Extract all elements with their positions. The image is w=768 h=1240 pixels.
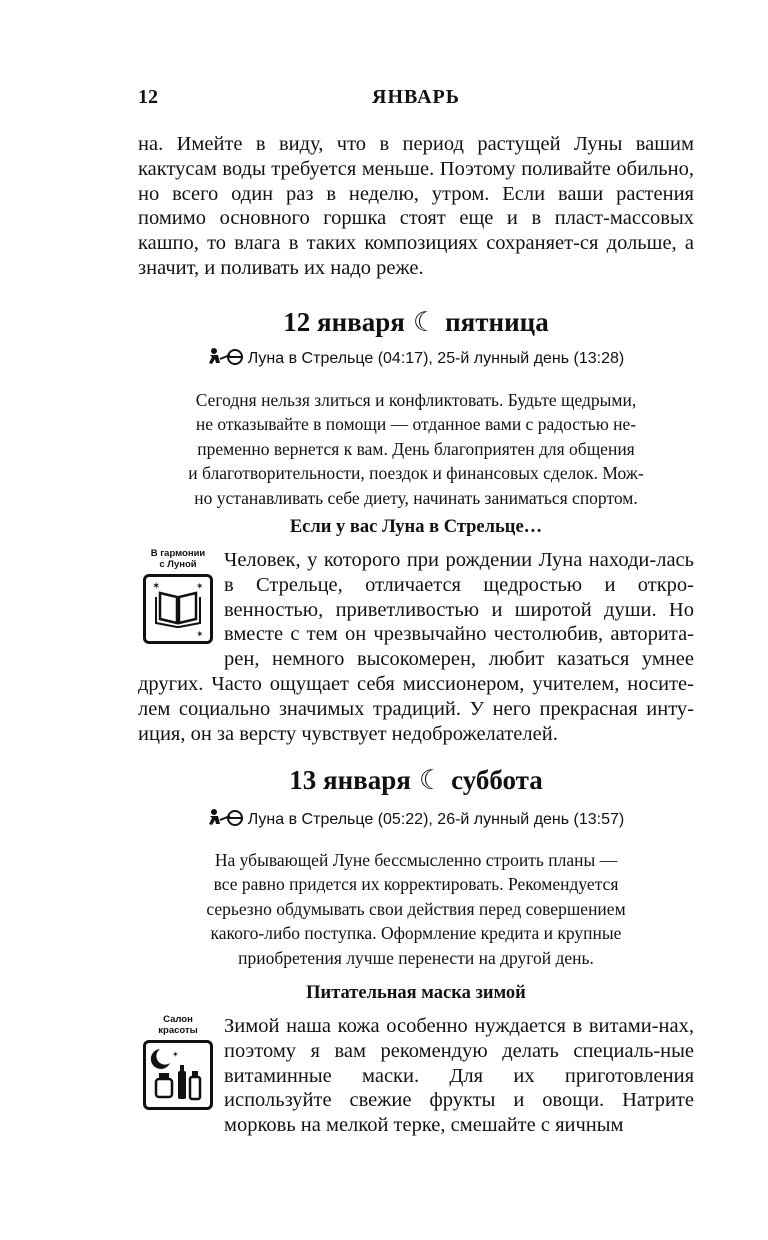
moon-book-icon — [143, 574, 213, 644]
moon-info-line — [138, 347, 694, 369]
svg-text:✶: ✶ — [196, 630, 204, 640]
running-header — [138, 86, 694, 110]
moon-phase-icon: ☾ — [412, 307, 438, 337]
moon-info-text: Луна в Стрельце (05:22), 26-й лунный день (13:57) — [247, 811, 625, 828]
icon-block — [138, 548, 218, 662]
icon-block — [138, 1014, 218, 1128]
summary-line: какого-либо поступка. Оформление кредита и крупные — [210, 923, 622, 944]
day-weekday: суббота — [451, 765, 543, 795]
archer-moon-icon — [208, 347, 244, 367]
svg-text:✶: ✶ — [196, 582, 204, 592]
svg-text:✶: ✶ — [172, 1050, 179, 1059]
summary-line: На убывающей Луне бессмысленно строить планы — — [214, 850, 618, 870]
section-title: Питательная маска зимой — [306, 983, 526, 1003]
day-summary — [138, 388, 694, 510]
summary-line: Сегодня нельзя злиться и конфликтовать. Будьте щедрыми, — [195, 390, 637, 410]
moon-phase-icon: ☾ — [418, 765, 444, 795]
moon-info-line — [138, 808, 694, 830]
day-weekday: пятница — [445, 307, 549, 337]
day-date: 12 января — [283, 307, 405, 337]
section-block — [138, 1014, 694, 1138]
summary-line: и благотворительности, поездок и финансовых сделок. Мож- — [188, 463, 644, 484]
icon-label: В гармонии с Луной — [150, 548, 206, 570]
summary-line: не отказывайте в помощи — отданное вами с радостью не- — [195, 414, 637, 435]
beauty-salon-icon — [143, 1040, 213, 1110]
day-heading — [138, 306, 694, 338]
day-summary — [138, 848, 694, 970]
section-paragraph: Зимой наша кожа особенно нуждается в витами-нах, поэтому я вам рекомендую делать специаль-ные витаминные маски. Для их приготовления используйте свежие фрукты и овощи. Натрите морковь на мелкой терке, смешайте с яичным — [224, 1015, 694, 1137]
svg-text:✶: ✶ — [152, 581, 161, 592]
summary-line: но устанавливать себе диету, начинать заниматься спортом. — [194, 487, 638, 508]
day-date: 13 января — [289, 765, 411, 795]
section-paragraph: Человек, у которого при рождении Луна находи-лась в Стрельце, отличается щедростью и откро-венностью, приветливостью и широтой души. Но вместе с тем он чрезвычайно честолюбив, авторита-рен, немного высокомерен, любит казаться умнее других. Часто ощущает себя миссионером, учителем, носите-лем социально значимых традиций. У него прекрасная инту-иция, он за версту чувствует недоброжелателей. — [138, 549, 694, 745]
summary-line: пременно вернется к вам. День благоприятен для общения — [197, 438, 635, 459]
summary-line: приобретения лучше перенести на другой день. — [238, 947, 594, 968]
page-number: 12 — [138, 86, 158, 108]
chapter-title: ЯНВАРЬ — [372, 86, 460, 108]
intro-paragraph: на. Имейте в виду, что в период растущей Луны вашим кактусам воды требуется меньше. Поэтому поливайте обильно, но всего один раз в неделю, утром. Если ваши растения помимо основного горшка стоят еще и в пласт-массовых кашпо, то влага в таких композициях сохраняет-ся дольше, а значит, и поливать их надо реже. — [138, 133, 694, 279]
moon-info-text: Луна в Стрельце (04:17), 25-й лунный день (13:28) — [247, 350, 625, 367]
archer-moon-icon — [208, 808, 244, 828]
icon-label: Салон красоты — [158, 1014, 198, 1036]
section-block — [138, 548, 694, 746]
section-title: Если у вас Луна в Стрельце… — [289, 517, 543, 537]
day-heading — [138, 764, 694, 796]
summary-line: все равно придется их корректировать. Рекомендуется — [213, 874, 619, 895]
summary-line: серьезно обдумывать свои действия перед совершением — [206, 898, 626, 919]
